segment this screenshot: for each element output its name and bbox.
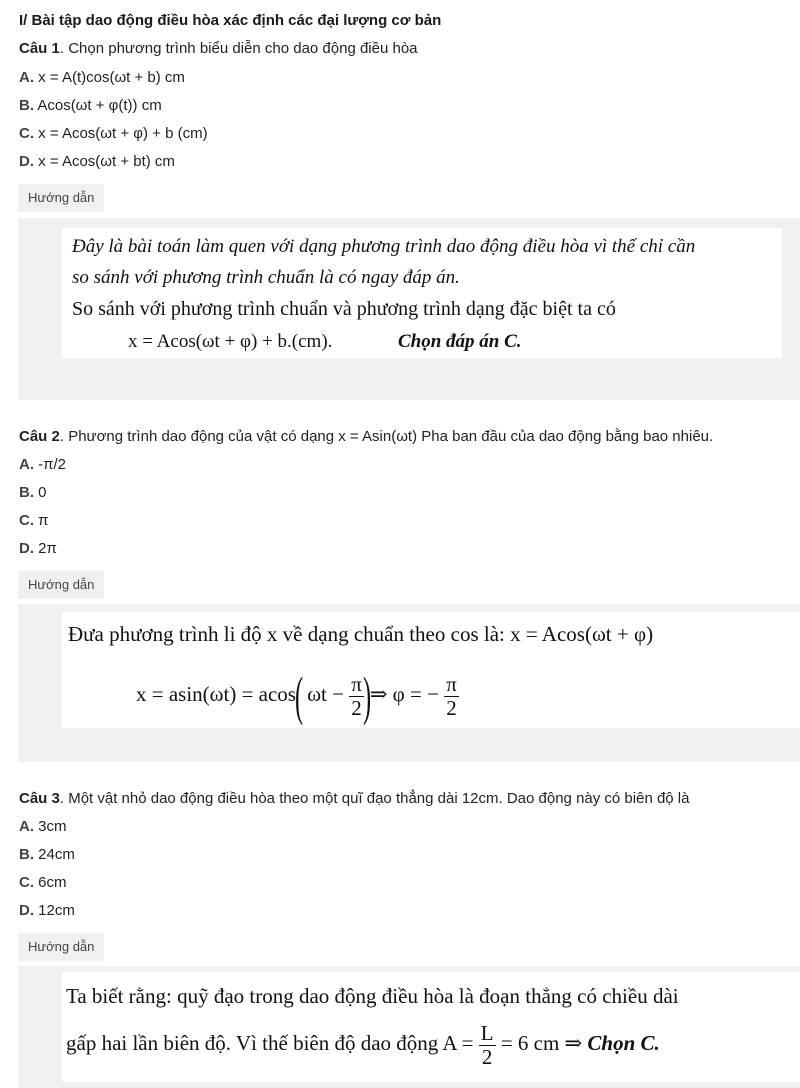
fraction [479,1022,496,1069]
option-letter: B. [19,97,34,114]
formula-inner: ωt − [307,682,344,706]
option-letter: A. [19,456,34,473]
solution-line: so sánh với phương trình chuẩn là có ngay đáp án. [72,267,460,288]
solution-answer: Chọn C. [587,1031,660,1055]
question-label: Câu 2 [19,428,60,445]
hint-button[interactable]: Hướng dẫn [18,933,104,961]
formula-implies: ⇒ φ = − [369,682,439,706]
solution-line: So sánh với phương trình chuẩn và phương trình dạng đặc biệt ta có [72,298,616,320]
question-text: . Một vật nhỏ dao động điều hòa theo một quĩ đạo thẳng dài 12cm. Dao động này có biên độ là [59,790,690,807]
question-2 [19,428,713,445]
question-text: . Phương trình dao động của vật có dạng x = Asin(ωt) Pha ban đầu của dao động bằng bao nhiêu. [59,428,714,445]
option-b [19,484,47,501]
option-c [19,874,67,891]
solution-line: Đây là bài toán làm quen với dạng phương trình dao động điều hòa vì thế chỉ cần [72,236,696,257]
option-letter: A. [19,69,34,86]
solution-formula [66,1020,660,1069]
option-b [19,846,75,863]
solution-formula: x = Acos(ωt + φ) + b.(cm). [128,331,333,352]
question-3 [19,790,689,807]
option-d [19,902,75,919]
option-text: x = Acos(ωt + φ) + b (cm) [38,125,208,142]
fraction-num: L [480,1020,494,1045]
option-c [19,125,208,142]
formula-text: gấp hai lần biên độ. Vì thế biên độ dao động A = [66,1031,474,1055]
question-text: . Chọn phương trình biểu diễn cho dao động điều hòa [59,40,418,57]
option-a [19,69,185,86]
solution-image [62,612,800,728]
section-heading: I/ Bài tập dao động điều hòa xác định các đại lượng cơ bản [19,12,442,29]
fraction [349,673,364,720]
option-d [19,153,175,170]
fraction [444,673,459,720]
option-b [19,97,162,114]
solution-answer: Chọn đáp án C. [398,331,522,352]
question-label: Câu 3 [19,790,60,807]
hint-panel [18,604,800,762]
option-letter: C. [19,512,34,529]
formula-text: = 6 cm ⇒ [500,1031,583,1055]
fraction-num: π [351,671,362,696]
formula-left: x = asin(ωt) = acos [136,682,296,706]
solution-image [62,972,800,1082]
solution-image [62,228,782,358]
solution-formula [136,664,459,724]
open-paren: ( [294,665,304,726]
option-text: 0 [38,484,47,501]
hint-panel [18,218,800,400]
option-d [19,540,57,557]
option-a [19,818,67,835]
option-letter: C. [19,874,34,891]
option-letter: C. [19,125,34,142]
option-letter: B. [19,846,34,863]
option-text: x = A(t)cos(ωt + b) cm [38,69,185,86]
option-text: Acos(ωt + φ(t)) cm [37,97,162,114]
hint-panel [18,966,800,1088]
option-c [19,512,49,529]
option-text: 12cm [38,902,75,919]
hint-button[interactable]: Hướng dẫn [18,184,104,212]
option-text: 24cm [38,846,75,863]
question-label: Câu 1 [19,40,60,57]
option-text: 2π [38,540,57,557]
hint-button[interactable]: Hướng dẫn [18,571,104,599]
option-letter: D. [19,902,34,919]
option-text: x = Acos(ωt + bt) cm [38,153,175,170]
solution-line: Ta biết rằng: quỹ đạo trong dao động điều hòa là đoạn thẳng có chiều dài [66,984,679,1008]
option-letter: D. [19,540,34,557]
question-1 [19,40,418,57]
fraction-den: 2 [351,695,362,720]
option-letter: D. [19,153,34,170]
fraction-den: 2 [446,695,457,720]
option-a [19,456,66,473]
fraction-den: 2 [481,1044,493,1069]
solution-line: Đưa phương trình li độ x về dạng chuẩn theo cos là: x = Acos(ωt + φ) [68,622,654,646]
option-text: -π/2 [38,456,67,473]
option-text: 6cm [38,874,67,891]
option-letter: A. [19,818,34,835]
close-paren: ) [362,665,371,726]
fraction-num: π [446,671,457,696]
option-text: 3cm [38,818,67,835]
option-letter: B. [19,484,34,501]
option-text: π [38,512,49,529]
